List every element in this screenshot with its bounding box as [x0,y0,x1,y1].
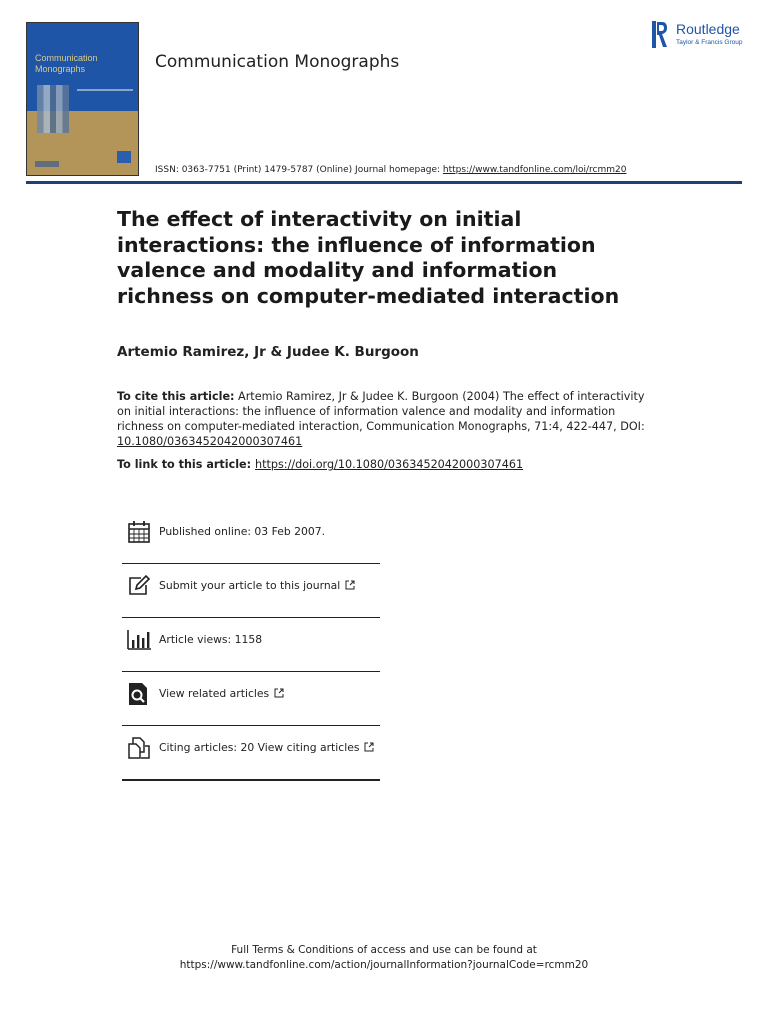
submit-article-item[interactable] [122,564,380,618]
search-document-icon [127,682,151,706]
cover-title-line2: Monographs [35,64,86,74]
footer-terms-link[interactable]: https://www.tandfonline.com/action/journalInformation?journalCode=rcmm20 [179,959,589,971]
citation-block [117,389,657,449]
publisher-logo [652,20,752,50]
submit-article-label: Submit your article to this journal [159,579,341,592]
external-link-icon [274,688,284,698]
cover-title [35,53,98,75]
citing-articles-link[interactable] [159,741,374,754]
publisher-tagline: Taylor & Francis Group [676,39,743,46]
submit-article-link[interactable] [159,579,355,592]
link-label: To link to this article: [117,458,255,471]
header-divider [26,181,742,184]
citation-text: Artemio Ramirez, Jr & Judee K. Burgoon (2004) The effect of interactivity on initial interactions: the influence of information valence and modality and information richness on computer-mediated interaction, Communication Monographs, 71:4, 422-447, DOI: [117,390,645,433]
journal-cover-image [26,22,139,176]
issn-text: ISSN: 0363-7751 (Print) 1479-5787 (Online) Journal homepage: [155,165,443,175]
article-views-item [122,618,380,672]
footer-terms [0,943,768,973]
cover-title-line1: Communication [35,53,98,63]
citing-articles-item[interactable] [122,726,380,781]
bar-chart-icon [127,628,151,652]
related-articles-item[interactable] [122,672,380,726]
published-online-text: Published online: 03 Feb 2007. [159,525,326,538]
published-online-item [122,510,380,564]
calendar-icon [127,520,151,544]
footer-line1: Full Terms & Conditions of access and use can be found at [231,944,537,956]
edit-icon [127,574,151,598]
journal-name: Communication Monographs [155,52,400,72]
external-link-icon [345,580,355,590]
article-title: The effect of interactivity on initial interactions: the influence of information valence and modality and information richness on computer-mediated interaction [117,207,620,308]
citing-articles-label: Citing articles: 20 View citing articles [159,741,360,754]
citing-articles-icon [127,736,151,760]
article-authors: Artemio Ramirez, Jr & Judee K. Burgoon [117,344,419,360]
article-views-text: Article views: 1158 [159,633,263,646]
article-metadata-list [122,510,380,781]
routledge-logo-icon [652,21,668,48]
related-articles-link[interactable] [159,687,284,700]
issn-line [155,165,626,175]
citation-label: To cite this article: [117,390,235,403]
citation-doi-link[interactable]: 10.1080/0363452042000307461 [117,435,303,448]
article-doi-link[interactable]: https://doi.org/10.1080/0363452042000307461 [255,458,524,471]
related-articles-label: View related articles [159,687,270,700]
publisher-name: Routledge [676,21,740,37]
journal-homepage-link[interactable]: https://www.tandfonline.com/loi/rcmm20 [442,165,627,175]
article-link-block [117,458,523,471]
external-link-icon [364,742,374,752]
